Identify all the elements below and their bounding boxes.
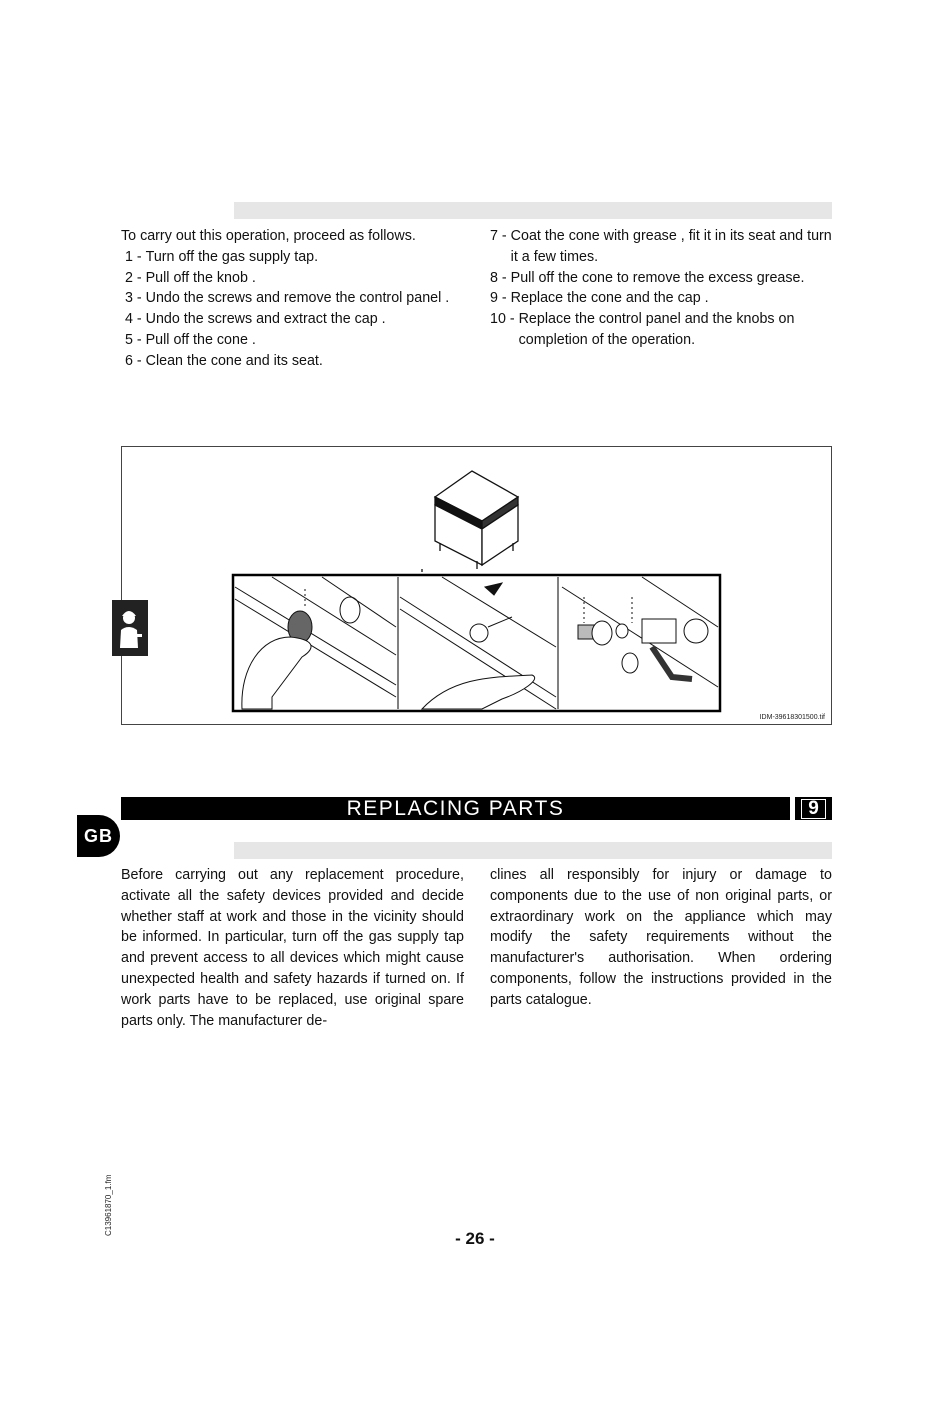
step-number: 5 - bbox=[121, 331, 146, 348]
instructions-intro: To carry out this operation, proceed as follows. bbox=[121, 228, 416, 244]
step-number: 6 - bbox=[121, 352, 146, 369]
instruction-step bbox=[490, 226, 832, 268]
step-text: Replace the cone and the cap . bbox=[510, 290, 709, 307]
step-text: Turn off the gas supply tap. bbox=[145, 248, 319, 265]
instructions-left-column bbox=[121, 226, 466, 372]
subheading-bar bbox=[234, 202, 832, 219]
step-text: Clean the cone and its seat. bbox=[145, 352, 323, 369]
step-number: 1 - bbox=[121, 248, 146, 265]
instruction-step bbox=[121, 288, 466, 309]
section-paragraph-left: Before carrying out any replacement procedure, activate all the safety devices provided and decide whether staff at work and those in the vicinity should be informed. In particular, turn off the gas supply tap and prevent access to all devices which might cause unexpected health and safety hazards if turned on. If work parts have to be replaced, use original spare parts only. The manufacturer de- bbox=[121, 867, 464, 1029]
file-reference: C13961870_1.fm bbox=[104, 1174, 113, 1236]
instruction-step bbox=[121, 330, 466, 351]
step-number: 8 - bbox=[490, 269, 511, 286]
instruction-step bbox=[490, 309, 832, 351]
section-right-column bbox=[490, 865, 832, 1011]
figure-reference: IDM-39618301500.tif bbox=[759, 714, 825, 721]
instruction-step bbox=[121, 268, 466, 289]
instruction-step bbox=[121, 309, 466, 330]
step-number: 3 - bbox=[121, 290, 146, 307]
section-title: REPLACING PARTS bbox=[121, 797, 790, 820]
section-paragraph-right: clines all responsibly for injury or damage to components due to the use of non original parts, or extraordinary work on the appliance which may modify the safety requirements without the manufacturer's authorisation. When ordering components, follow the instructions provided in the parts catalogue. bbox=[490, 867, 832, 1008]
step-text: Coat the cone with grease , fit it in its seat and turn it a few times. bbox=[510, 228, 832, 265]
language-tab: GB bbox=[77, 815, 120, 857]
step-text: Undo the screws and remove the control panel . bbox=[145, 290, 450, 307]
step-text: Pull off the cone to remove the excess grease. bbox=[510, 269, 805, 286]
step-text: Undo the screws and extract the cap . bbox=[145, 311, 386, 328]
page-number: - 26 - bbox=[455, 1229, 495, 1248]
instruction-step bbox=[490, 288, 832, 309]
step-text: Pull off the cone . bbox=[145, 331, 256, 348]
step-number: 2 - bbox=[121, 269, 146, 286]
section-left-column bbox=[121, 865, 464, 1031]
instruction-step bbox=[121, 247, 466, 268]
step-number: 10 - bbox=[490, 311, 519, 328]
step-number: 7 - bbox=[490, 228, 511, 244]
section-number bbox=[795, 797, 832, 820]
instruction-step bbox=[121, 351, 466, 372]
procedure-figure bbox=[121, 446, 832, 725]
procedure-illustration bbox=[122, 447, 831, 724]
step-text: Pull off the knob . bbox=[145, 269, 256, 286]
technician-icon bbox=[112, 600, 148, 656]
step-number: 4 - bbox=[121, 311, 146, 328]
section-number-label: 9 bbox=[801, 799, 826, 819]
instructions-right-column bbox=[490, 226, 832, 351]
subheading-bar-2 bbox=[234, 842, 832, 859]
step-text: Replace the control panel and the knobs on completion of the operation. bbox=[518, 311, 795, 348]
step-number: 9 - bbox=[490, 290, 511, 307]
instruction-step bbox=[490, 268, 832, 289]
